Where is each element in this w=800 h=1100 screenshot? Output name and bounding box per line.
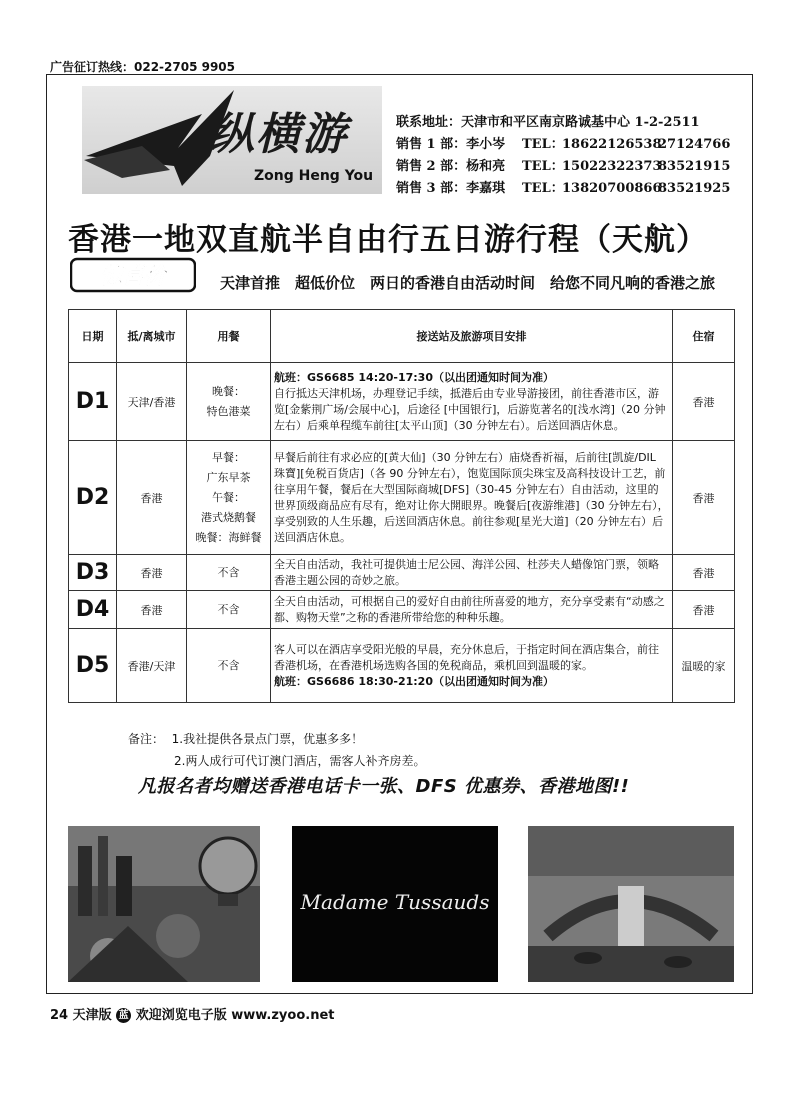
meal-line: 不含 (217, 565, 240, 579)
meal-line: 港式烧鹅餐 (201, 510, 256, 524)
meal-line: 晚餐：海鲜餐 (195, 530, 262, 544)
mobile-number: 18622126538 (562, 137, 662, 152)
itinerary-table (68, 309, 735, 703)
mobile-number: 13820700866 (562, 181, 662, 196)
phone-number: 83521925 (658, 181, 731, 196)
desc-text: 客人可以在酒店享受阳光般的早晨，充分休息后，于指定时间在酒店集合，前往香港机场，在香港机场选购各国的免税商品，乘机回到温暖的家。 (274, 642, 659, 672)
madame-tussauds-photo (292, 826, 498, 982)
desc-cell (271, 363, 673, 441)
meal-line: 特色港菜 (206, 404, 251, 418)
sales-dept: 销售 2 部：杨和亮 (396, 159, 506, 174)
logo-text-en: Zong Heng You (254, 168, 374, 184)
meal-cell (187, 555, 271, 591)
page-number: 24 (50, 1008, 69, 1023)
badge-text: 惊喜价 (99, 264, 167, 289)
header-meal: 用餐 (187, 310, 271, 363)
sales-dept: 销售 1 部：李小岑 (396, 137, 506, 152)
flight-info: 航班：GS6685 14:20-17:30（以出团通知时间为准） (274, 370, 554, 384)
desc-text: 早餐后前往有求必应的[黄大仙]（30 分钟左右）庙烧香祈福，后前往[凯旋/DIL 珠寶][免税百货店]（各 90 分钟左右），饱览国际顶尖珠宝及高科技设计工艺，前往享用午餐，餐后在大型国际商城[DFS]（30-45 分钟左右）自由活动，这里的世界顶级商品应有尽有，绝对让你大開眼界。晚餐后[夜游维港]（30 分钟左右），享受别致的人生乐趣，后送回酒店休息。前往参观[星光大道]（20 分钟左右）后送回酒店休息。 (274, 450, 669, 544)
phone-number: 83521915 (658, 159, 731, 174)
city-collage-image (68, 826, 260, 982)
desc-cell (271, 441, 673, 555)
table-row (69, 591, 735, 629)
desc-text: 全天自由活动，可根据自己的爱好自由前往所喜爱的地方，充分享受素有“动感之都、购物天堂”之称的香港所带给您的种种乐趣。 (274, 594, 665, 624)
tel-label: TEL： (522, 181, 564, 196)
city-cell: 天津/香港 (117, 363, 187, 441)
day-cell: D1 (69, 363, 117, 441)
day-cell: D5 (69, 629, 117, 703)
stay-cell: 香港 (673, 591, 735, 629)
promo-banner: 凡报名者均赠送香港电话卡一张、DFS 优惠券、香港地图!! (138, 776, 630, 797)
desc-text: 全天自由活动，我社可提供迪士尼公园、海洋公园、杜莎夫人蜡像馆门票，领略香港主题公园的奇妙之旅。 (274, 557, 659, 587)
tel-label: TEL： (522, 137, 564, 152)
meal-line: 不含 (217, 602, 240, 616)
desc-text: 自行抵达天津机场，办理登记手续，抵港后由专业导游接团，前往香港市区，游览[金紫荆广场/会展中心]，后途径 [中国银行]，后游览著名的[浅水湾]（20 分钟左右）后乘单程缆车前往[太平山顶]（30 分钟左右）。后送回酒店休息。 (274, 386, 666, 432)
madame-tussauds-logo: Madame Tussauds (300, 890, 490, 914)
day-cell: D3 (69, 555, 117, 591)
page-title: 香港一地双直航半自由行五日游行程（天航） (68, 222, 708, 258)
city-cell: 香港 (117, 441, 187, 555)
contact-address: 联系地址：天津市和平区南京路诚基中心 1-2-2511 (396, 115, 700, 130)
table-row (69, 629, 735, 703)
header-desc: 接送站及旅游项目安排 (271, 310, 673, 363)
header-stay: 住宿 (673, 310, 735, 363)
notes-block (128, 728, 425, 772)
note-item: 1.我社提供各景点门票，优惠多多！ (171, 732, 364, 746)
ad-hotline: 广告征订热线：022-2705 9905 (50, 60, 236, 74)
desc-cell (271, 629, 673, 703)
header-city: 抵/离城市 (117, 310, 187, 363)
meal-cell (187, 629, 271, 703)
day-cell: D4 (69, 591, 117, 629)
table-row (69, 363, 735, 441)
meal-line: 广东早茶 (206, 470, 251, 484)
meal-cell (187, 441, 271, 555)
hong-kong-city-photo (68, 826, 260, 982)
stay-cell: 温暖的家 (673, 629, 735, 703)
stay-cell: 香港 (673, 363, 735, 441)
page-footer (50, 1004, 335, 1023)
day-cell: D2 (69, 441, 117, 555)
table-row (69, 555, 735, 591)
city-cell: 香港/天津 (117, 629, 187, 703)
phone-number: 27124766 (658, 137, 731, 152)
logo-text-cn: 纵横游 (210, 109, 348, 160)
surprise-price-badge (70, 256, 196, 294)
blue-circle-icon: 蓝 (116, 1008, 131, 1023)
contact-row (396, 134, 730, 156)
desc-cell (271, 591, 673, 629)
table-header-row (69, 310, 735, 363)
stay-cell: 香港 (673, 441, 735, 555)
tel-label: TEL： (522, 159, 564, 174)
dolphin-show-image (528, 826, 734, 982)
meal-cell (187, 363, 271, 441)
notes-label: 备注： (128, 732, 165, 746)
meal-line: 午餐： (212, 490, 245, 504)
header-day: 日期 (69, 310, 117, 363)
company-logo (82, 86, 382, 194)
contact-row (396, 156, 730, 178)
mobile-number: 15022322373 (562, 159, 662, 174)
ocean-park-photo (528, 826, 734, 982)
meal-cell (187, 591, 271, 629)
sales-dept: 销售 3 部：李嘉琪 (396, 181, 506, 196)
desc-cell (271, 555, 673, 591)
stay-cell: 香港 (673, 555, 735, 591)
table-row (69, 441, 735, 555)
slogan: 天津首推 超低价位 两日的香港自由活动时间 给您不同凡响的香港之旅 (220, 274, 716, 292)
city-cell: 香港 (117, 555, 187, 591)
city-cell: 香港 (117, 591, 187, 629)
flight-info: 航班：GS6686 18:30-21:20（以出团通知时间为准） (274, 674, 554, 688)
note-item: 2.两人成行可代订澳门酒店，需客人补齐房差。 (174, 754, 426, 768)
edition-label: 天津版 (72, 1008, 112, 1023)
meal-line: 早餐： (212, 450, 245, 464)
meal-line: 晚餐： (212, 384, 245, 398)
footer-text: 欢迎浏览电子版 www.zyoo.net (135, 1008, 335, 1023)
contact-block (396, 112, 730, 200)
meal-line: 不含 (217, 658, 240, 672)
contact-row (396, 178, 730, 200)
